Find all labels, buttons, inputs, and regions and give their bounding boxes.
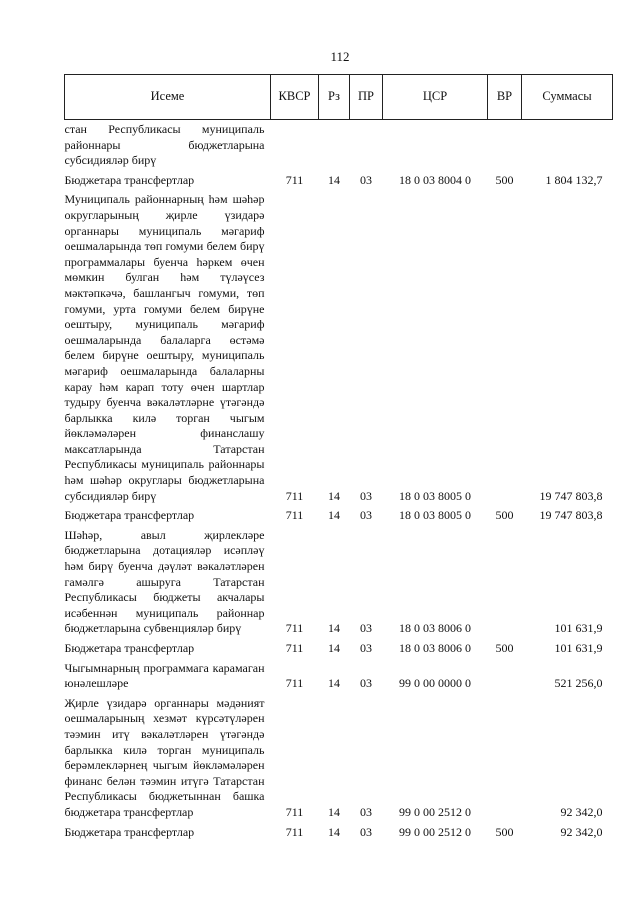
row-csr: 18 0 03 8005 0: [399, 508, 471, 523]
row-name: стан Республикасы муниципаль районнары бюджетларына субсидияләр бирү: [64, 122, 265, 168]
column-header-name: Исеме: [65, 75, 271, 120]
table-header-row: [65, 75, 613, 120]
row-name: Бюджетара трансфертлар: [64, 508, 195, 523]
row-sum: [522, 120, 613, 169]
row-csr: 18 0 03 8005 0: [399, 488, 471, 503]
row-csr: 99 0 00 2512 0: [399, 824, 471, 839]
table-row: [65, 692, 613, 821]
table-row: [65, 657, 613, 692]
row-csr: [383, 120, 488, 169]
row-sum: 521 256,0: [554, 676, 603, 691]
row-vr: [488, 524, 522, 637]
row-kvsr: 711: [285, 508, 304, 523]
column-header-sum: Суммасы: [522, 75, 613, 120]
row-vr: 500: [495, 172, 514, 187]
table-row: [65, 637, 613, 657]
row-pr: 03: [360, 172, 372, 187]
row-pr: 03: [360, 621, 372, 636]
row-vr: 500: [495, 824, 514, 839]
row-vr: [488, 120, 522, 169]
row-sum: 92 342,0: [560, 824, 603, 839]
row-pr: 03: [360, 641, 372, 655]
row-pr: 03: [360, 676, 372, 691]
row-sum: 92 342,0: [560, 804, 603, 819]
row-kvsr: 711: [285, 824, 304, 839]
row-rz: 14: [328, 641, 340, 655]
row-name: Муниципаль районнарның һәм шәһәр округларының җирле үзидарә органнары муниципаль мәгариф оешмаларында төп гомуми белем бирү программалары буенча һәркем өчен мөмкин булган һәм түләүсез мәктәпкәчә, башлангыч гомуми, төп гомуми, урта гомуми белем бирүне оештыру, муниципаль мәгариф оешмаларында балаларга өстәмә белем бирүне оештыру, муниципаль мәгариф оешмаларында балаларны карау һәм карап тоту өчен шартлар тудыру буенча вәкаләтләрне үтәгәндә барлыкка килә торган чыгым йөкләмәләрен финанслашу максатларында Татарстан Республикасы муниципаль районнары һәм шәһәр округлары бюджетларына субсидияләр бирү: [64, 192, 265, 503]
row-kvsr: 711: [285, 804, 304, 819]
row-csr: 99 0 00 2512 0: [399, 804, 471, 819]
table-row: [65, 120, 613, 169]
row-sum: 19 747 803,8: [539, 508, 603, 523]
row-name: Бюджетара трансфертлар: [64, 641, 195, 655]
row-rz: 14: [328, 621, 340, 636]
row-sum: 19 747 803,8: [539, 488, 603, 503]
budget-table: [64, 74, 613, 840]
table-row: [65, 188, 613, 504]
column-header-vr: ВР: [488, 75, 522, 120]
column-header-kvsr: КВСР: [271, 75, 319, 120]
row-vr: [488, 692, 522, 821]
column-header-csr: ЦСР: [383, 75, 488, 120]
table-row: [65, 524, 613, 637]
row-pr: 03: [360, 508, 372, 523]
row-sum: 101 631,9: [554, 641, 603, 655]
row-rz: [319, 120, 350, 169]
row-pr: 03: [360, 804, 372, 819]
row-vr: 500: [495, 508, 514, 523]
row-pr: 03: [360, 488, 372, 503]
row-kvsr: 711: [285, 488, 304, 503]
table-body: [65, 120, 613, 841]
table-row: [65, 504, 613, 524]
row-csr: 18 0 03 8006 0: [399, 641, 471, 655]
page-number: 112: [330, 49, 350, 64]
row-name: Бюджетара трансфертлар: [64, 824, 195, 839]
row-rz: 14: [328, 824, 340, 839]
row-rz: 14: [328, 804, 340, 819]
row-pr: [350, 120, 383, 169]
row-csr: 18 0 03 8004 0: [399, 172, 471, 187]
row-sum: 1 804 132,7: [545, 172, 603, 187]
table-row: [65, 821, 613, 841]
row-rz: 14: [328, 508, 340, 523]
row-name: Бюджетара трансфертлар: [64, 172, 195, 187]
column-header-pr: ПР: [350, 75, 383, 120]
row-csr: 18 0 03 8006 0: [399, 621, 471, 636]
row-sum: 101 631,9: [554, 621, 603, 636]
row-vr: [488, 188, 522, 504]
row-rz: 14: [328, 172, 340, 187]
row-csr: 99 0 00 0000 0: [399, 676, 471, 691]
row-kvsr: 711: [285, 641, 304, 655]
row-kvsr: [271, 120, 319, 169]
row-rz: 14: [328, 676, 340, 691]
row-name: Шәһәр, авыл җирлекләре бюджетларына дотацияләр исәпләү һәм бирү буенча дәүләт вәкаләтләрен гамәлгә ашыруга Татарстан Республикасы бюджеты акчалары исәбеннән муниципаль районнар бюджетларына субвенцияләр бирү: [64, 527, 265, 636]
row-kvsr: 711: [285, 676, 304, 691]
row-pr: 03: [360, 824, 372, 839]
row-name: Чыгымнарның программага карамаган юнәлешләре: [64, 660, 265, 691]
row-rz: 14: [328, 488, 340, 503]
table-row: [65, 169, 613, 189]
row-vr: [488, 657, 522, 692]
row-vr: 500: [495, 641, 514, 655]
row-name: Җирле үзидарә органнары мәдәният оешмаларының хезмәт күрсәтүләрен тәэмин итү вәкаләтләрен үтәгәндә барлыкка килә торган муниципаль берәмлекләрнең чыгым йөкләмәләрен финанс белән тәэмин итүгә Татарстан Республикасы бюджетыннан башка бюджетара трансфертлар: [64, 695, 265, 819]
row-kvsr: 711: [285, 172, 304, 187]
row-kvsr: 711: [285, 621, 304, 636]
column-header-rz: Рз: [319, 75, 350, 120]
